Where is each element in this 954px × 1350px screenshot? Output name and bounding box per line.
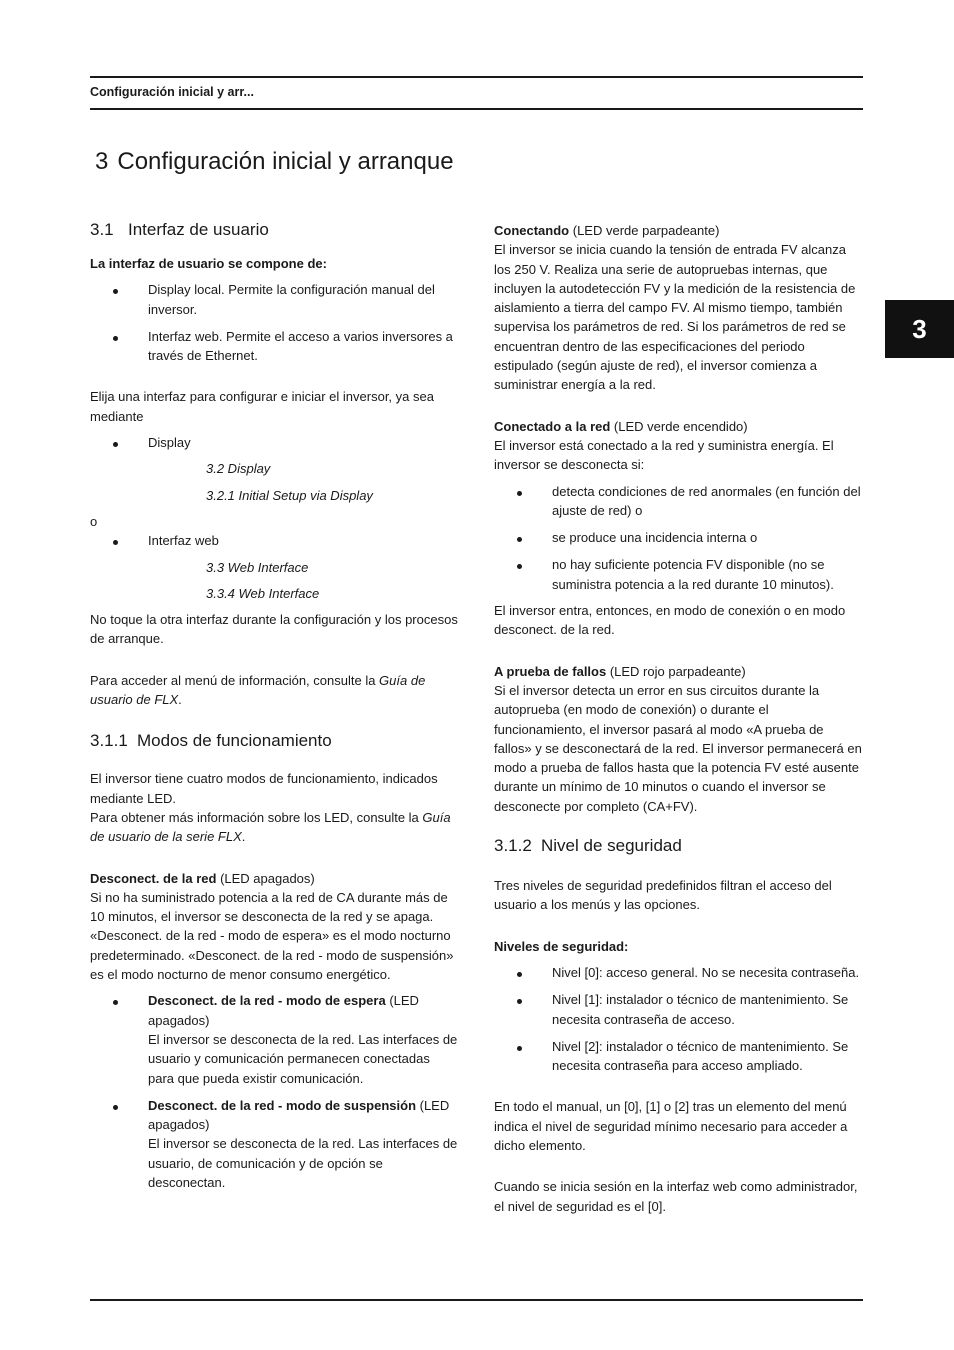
security-intro: Tres niveles de seguridad predefinidos filtran el acceso del usuario a los menús y las opciones. bbox=[494, 878, 832, 913]
footer-rule bbox=[90, 1299, 863, 1301]
on-grid-mode-text: El inversor está conectado a la red y suministra energía. El inversor se desconecta si: bbox=[494, 437, 834, 473]
section-number: 3.1 bbox=[90, 220, 114, 239]
chapter-title bbox=[95, 148, 454, 176]
list-item: Display bbox=[90, 433, 459, 452]
security-levels-title: Niveles de seguridad: bbox=[494, 938, 629, 954]
security-manual-note: En todo el manual, un [0], [1] o [2] tras un elemento del menú indica el nivel de seguridad mínimo necesario para acceder a dicho elemento. bbox=[494, 1099, 848, 1153]
warning-text: No toque la otra interfaz durante la configuración y los procesos de arranque. bbox=[90, 612, 458, 647]
guide-reference: Guía de usuario de la serie FLX bbox=[90, 809, 451, 845]
ref-display: 3.2 Display bbox=[206, 461, 271, 477]
security-web-note: Cuando se inicia sesión en la interfaz web como administrador, el nivel de seguridad es el [0]. bbox=[494, 1179, 858, 1214]
ref-web-interface: 3.3.4 Web Interface bbox=[206, 585, 320, 601]
section-3-1-heading bbox=[90, 220, 459, 240]
list-item: Interfaz web bbox=[90, 531, 459, 550]
chapter-thumb-tab: 3 bbox=[885, 300, 954, 358]
guide-reference: Guía de usuario de FLX bbox=[90, 672, 426, 708]
header-top-rule bbox=[90, 76, 863, 78]
list-item: se produce una incidencia interna o bbox=[494, 528, 863, 547]
ui-intro: La interfaz de usuario se compone de: bbox=[90, 256, 327, 271]
failsafe-mode-text: Si el inversor detecta un error en sus circuitos durante la autoprueba (en modo de conexión) o durante el funcionamiento, el inversor pasará al modo «A prueba de fallos» y se desconectará de la red. El inversor permanecerá en modo a prueba de fallos hasta que la potencia FV esté ausente durante un mínimo de 10 minutos o cuando el inversor se desconecte por completo (CA+FV). bbox=[494, 682, 862, 814]
connecting-mode-text: El inversor se inicia cuando la tensión de entrada FV alcanza los 250 V. Realiza una serie de autopruebas internas, que incluyen la autodetección FV y la medición de la resistencia de aislamiento a tierra del campo FV. Al mismo tiempo, también supervisa los parámetros de red. Si los parámetros de red se encuentran dentro de las especificaciones del periodo estipulado (según ajuste de red), el inversor comienza a suministrar energía a la red. bbox=[494, 242, 856, 393]
modes-led-info: Para obtener más información sobre los LED, consulte la Guía de usuario de la serie FLX. bbox=[90, 809, 451, 845]
display-option-list bbox=[90, 433, 459, 452]
left-column bbox=[90, 220, 459, 1192]
failsafe-mode-title: A prueba de fallos (LED rojo parpadeante) bbox=[494, 663, 746, 679]
connecting-mode-title: Conectando (LED verde parpadeante) bbox=[494, 223, 720, 238]
section-title: Interfaz de usuario bbox=[128, 220, 269, 239]
section-number: 3.1.2 bbox=[494, 836, 532, 856]
section-3-1-2-heading bbox=[494, 836, 863, 856]
off-grid-mode-title: Desconect. de la red (LED apagados) bbox=[90, 870, 315, 886]
off-grid-submodes-list bbox=[90, 991, 459, 1192]
ui-components-list bbox=[90, 280, 459, 365]
list-item: Interfaz web. Permite el acceso a varios inversores a través de Ethernet. bbox=[90, 327, 459, 366]
list-item: Desconect. de la red - modo de espera (LED apagados) El inversor se desconecta de la red. Las interfaces de usuario y comunicación permanecen conectadas para que pueda existir comunicación. bbox=[90, 991, 459, 1087]
on-grid-mode-title: Conectado a la red (LED verde encendido) bbox=[494, 418, 748, 434]
info-menu-text: Para acceder al menú de información, consulte la Guía de usuario de FLX. bbox=[90, 672, 426, 708]
on-grid-after-text: El inversor entra, entonces, en modo de conexión o en modo desconect. de la red. bbox=[494, 603, 846, 638]
chapter-title-text: Configuración inicial y arranque bbox=[117, 148, 454, 175]
list-item: Desconect. de la red - modo de suspensión (LED apagados) El inversor se desconecta de la red. Las interfaces de usuario, de comunicación y de opción se desconectan. bbox=[90, 1096, 459, 1192]
off-grid-mode-text: Si no ha suministrado potencia a la red de CA durante más de 10 minutos, el inversor se desconecta de la red y se apaga. «Desconect. de la red - modo de espera» es el modo nocturno predeterminado. «Desconect. de la red - modo de suspensión» es el modo nocturno de menor consumo energético. bbox=[90, 889, 454, 983]
section-title: Modos de funcionamiento bbox=[137, 731, 332, 751]
running-header: Configuración inicial y arr... bbox=[90, 85, 254, 99]
section-number: 3.1.1 bbox=[90, 731, 128, 751]
list-item: Nivel [2]: instalador o técnico de mantenimiento. Se necesita contraseña para acceso ampliado. bbox=[494, 1037, 863, 1076]
disconnect-conditions-list bbox=[494, 482, 863, 594]
section-3-1-1-heading bbox=[90, 731, 459, 751]
list-item: detecta condiciones de red anormales (en función del ajuste de red) o bbox=[494, 482, 863, 521]
ref-web: 3.3 Web Interface bbox=[206, 559, 309, 575]
list-item: Nivel [0]: acceso general. No se necesita contraseña. bbox=[494, 963, 863, 982]
modes-intro: El inversor tiene cuatro modos de funcionamiento, indicados mediante LED. bbox=[90, 771, 438, 806]
list-item: no hay suficiente potencia FV disponible (no se suministra potencia a la red durante 10 minutos). bbox=[494, 555, 863, 594]
section-title: Nivel de seguridad bbox=[541, 836, 682, 856]
right-column bbox=[494, 221, 863, 1216]
list-item: Nivel [1]: instalador o técnico de mantenimiento. Se necesita contraseña de acceso. bbox=[494, 990, 863, 1029]
list-item: Display local. Permite la configuración manual del inversor. bbox=[90, 280, 459, 319]
or-text: o bbox=[90, 513, 98, 529]
security-levels-list bbox=[494, 963, 863, 1075]
ref-display-setup: 3.2.1 Initial Setup via Display bbox=[206, 487, 373, 503]
header-bottom-rule bbox=[90, 108, 863, 110]
chapter-number: 3 bbox=[95, 148, 109, 175]
choose-interface-text: Elija una interfaz para configurar e iniciar el inversor, ya sea mediante bbox=[90, 389, 434, 424]
web-option-list bbox=[90, 531, 459, 550]
